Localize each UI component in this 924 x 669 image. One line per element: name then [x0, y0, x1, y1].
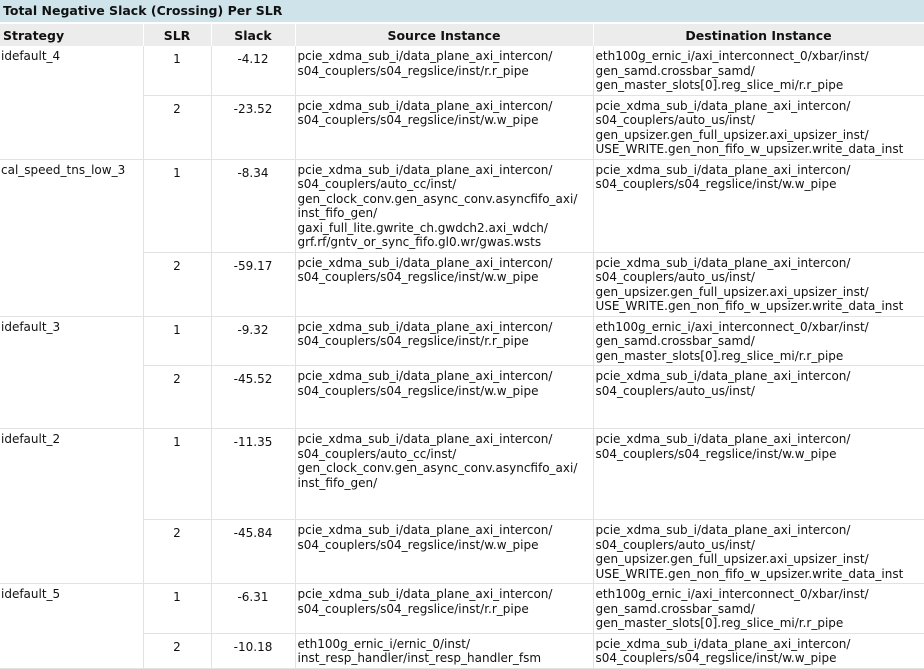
column-header-source-instance: Source Instance [295, 24, 593, 46]
destination-instance-cell: pcie_xdma_sub_i/data_plane_axi_intercon/ s04_couplers/auto_us/inst/ [593, 366, 924, 429]
table-row [0, 633, 924, 668]
destination-instance-cell: pcie_xdma_sub_i/data_plane_axi_intercon/ s04_couplers/s04_regslice/inst/w.w_pipe [593, 633, 924, 668]
column-header-strategy: Strategy [0, 24, 143, 46]
destination-instance-cell: eth100g_ernic_i/axi_interconnect_0/xbar/inst/ gen_samd.crossbar_samd/ gen_master_slots[0].reg_slice_mi/r.r_pipe [593, 46, 924, 95]
slack-cell: -4.12 [211, 46, 295, 95]
destination-instance-cell: pcie_xdma_sub_i/data_plane_axi_intercon/ s04_couplers/auto_us/inst/ gen_upsizer.gen_full_upsizer.axi_upsizer_inst/ USE_WRITE.gen_non_fifo_w_upsizer.write_data_inst [593, 95, 924, 159]
strategy-cell: cal_speed_tns_low_3 [0, 159, 143, 252]
strategy-cell [0, 633, 143, 668]
slack-cell: -59.17 [211, 252, 295, 316]
slack-cell: -23.52 [211, 95, 295, 159]
table-row [0, 46, 924, 95]
table-row [0, 252, 924, 316]
source-instance-cell: eth100g_ernic_i/ernic_0/inst/ inst_resp_handler/inst_resp_handler_fsm [295, 633, 593, 668]
source-instance-cell: pcie_xdma_sub_i/data_plane_axi_intercon/ s04_couplers/s04_regslice/inst/w.w_pipe [295, 252, 593, 316]
slack-cell: -11.35 [211, 429, 295, 520]
slr-cell: 1 [143, 46, 211, 95]
slack-cell: -8.34 [211, 159, 295, 252]
strategy-cell: idefault_4 [0, 46, 143, 95]
source-instance-cell: pcie_xdma_sub_i/data_plane_axi_intercon/ s04_couplers/s04_regslice/inst/w.w_pipe [295, 520, 593, 584]
strategy-cell: idefault_5 [0, 584, 143, 634]
column-header-destination-instance: Destination Instance [593, 24, 924, 46]
strategy-cell [0, 366, 143, 429]
table-row [0, 95, 924, 159]
slack-cell: -10.18 [211, 633, 295, 668]
report-title: Total Negative Slack (Crossing) Per SLR [0, 0, 924, 22]
strategy-cell: idefault_3 [0, 316, 143, 366]
table-row [0, 159, 924, 252]
table-row [0, 316, 924, 366]
slr-cell: 2 [143, 95, 211, 159]
destination-instance-cell: pcie_xdma_sub_i/data_plane_axi_intercon/ s04_couplers/auto_us/inst/ gen_upsizer.gen_full_upsizer.axi_upsizer_inst/ USE_WRITE.gen_non_fifo_w_upsizer.write_data_inst [593, 252, 924, 316]
slack-cell: -45.84 [211, 520, 295, 584]
slr-cell: 1 [143, 584, 211, 634]
table-row [0, 366, 924, 429]
source-instance-cell: pcie_xdma_sub_i/data_plane_axi_intercon/ s04_couplers/s04_regslice/inst/r.r_pipe [295, 584, 593, 634]
source-instance-cell: pcie_xdma_sub_i/data_plane_axi_intercon/ s04_couplers/auto_cc/inst/ gen_clock_conv.gen_async_conv.asyncfifo_axi/ inst_fifo_gen/ [295, 429, 593, 520]
slr-cell: 2 [143, 366, 211, 429]
destination-instance-cell: pcie_xdma_sub_i/data_plane_axi_intercon/ s04_couplers/s04_regslice/inst/w.w_pipe [593, 159, 924, 252]
destination-instance-cell: pcie_xdma_sub_i/data_plane_axi_intercon/ s04_couplers/s04_regslice/inst/w.w_pipe [593, 429, 924, 520]
source-instance-cell: pcie_xdma_sub_i/data_plane_axi_intercon/ s04_couplers/s04_regslice/inst/r.r_pipe [295, 316, 593, 366]
slack-cell: -45.52 [211, 366, 295, 429]
column-header-slr: SLR [143, 24, 211, 46]
strategy-cell [0, 520, 143, 584]
source-instance-cell: pcie_xdma_sub_i/data_plane_axi_intercon/ s04_couplers/auto_cc/inst/ gen_clock_conv.gen_async_conv.asyncfifo_axi/ inst_fifo_gen/ gaxi_full_lite.gwrite_ch.gwdch2.axi_wdch/ grf.rf/gntv_or_sync_fifo.gl0.wr/gwas.wsts [295, 159, 593, 252]
slr-cell: 1 [143, 429, 211, 520]
header-row [0, 24, 924, 46]
slack-cell: -9.32 [211, 316, 295, 366]
column-header-slack: Slack [211, 24, 295, 46]
strategy-cell: idefault_2 [0, 429, 143, 520]
destination-instance-cell: eth100g_ernic_i/axi_interconnect_0/xbar/inst/ gen_samd.crossbar_samd/ gen_master_slots[0].reg_slice_mi/r.r_pipe [593, 316, 924, 366]
strategy-cell [0, 252, 143, 316]
destination-instance-cell: pcie_xdma_sub_i/data_plane_axi_intercon/ s04_couplers/auto_us/inst/ gen_upsizer.gen_full_upsizer.axi_upsizer_inst/ USE_WRITE.gen_non_fifo_w_upsizer.write_data_inst [593, 520, 924, 584]
table-row [0, 584, 924, 634]
slr-cell: 2 [143, 520, 211, 584]
slr-cell: 2 [143, 252, 211, 316]
slr-cell: 1 [143, 159, 211, 252]
table-row [0, 429, 924, 520]
slr-cell: 2 [143, 633, 211, 668]
slack-table [0, 24, 924, 669]
source-instance-cell: pcie_xdma_sub_i/data_plane_axi_intercon/ s04_couplers/s04_regslice/inst/w.w_pipe [295, 366, 593, 429]
table-row [0, 520, 924, 584]
destination-instance-cell: eth100g_ernic_i/axi_interconnect_0/xbar/inst/ gen_samd.crossbar_samd/ gen_master_slots[0].reg_slice_mi/r.r_pipe [593, 584, 924, 634]
slack-cell: -6.31 [211, 584, 295, 634]
slr-cell: 1 [143, 316, 211, 366]
strategy-cell [0, 95, 143, 159]
source-instance-cell: pcie_xdma_sub_i/data_plane_axi_intercon/ s04_couplers/s04_regslice/inst/w.w_pipe [295, 95, 593, 159]
source-instance-cell: pcie_xdma_sub_i/data_plane_axi_intercon/ s04_couplers/s04_regslice/inst/r.r_pipe [295, 46, 593, 95]
